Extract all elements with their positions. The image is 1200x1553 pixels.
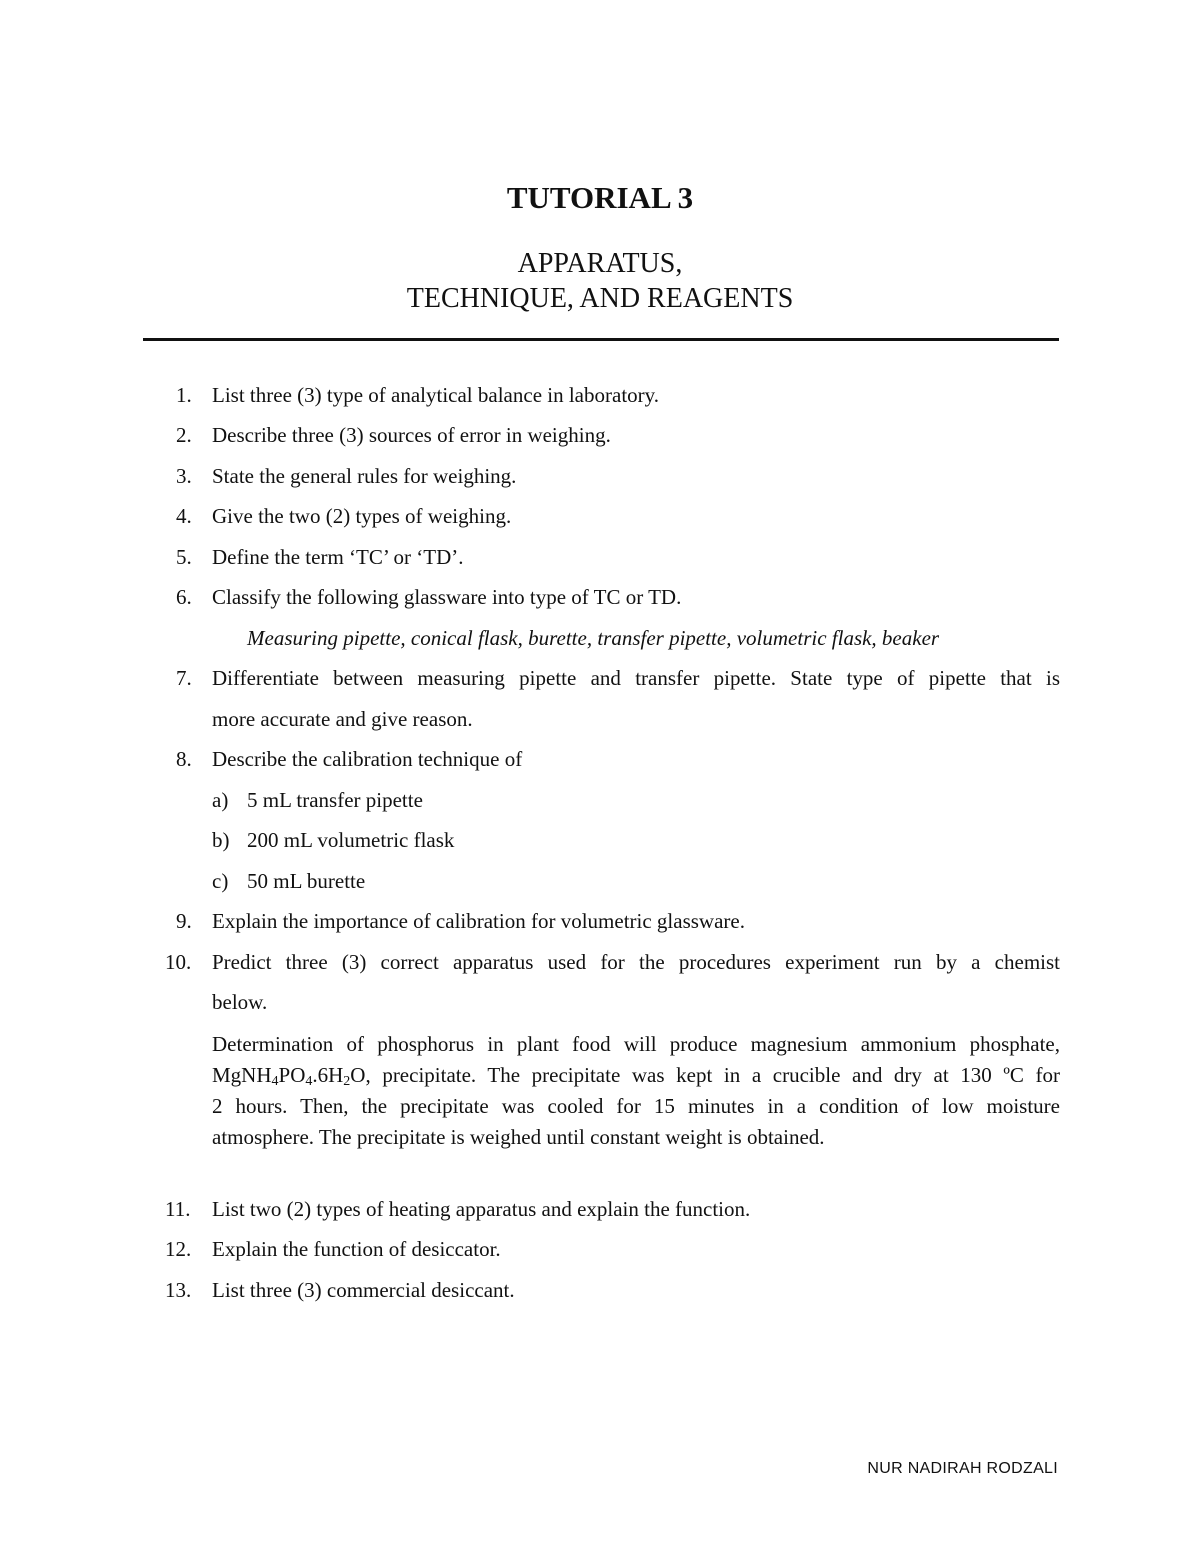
question-number: 7. — [176, 666, 192, 690]
question-number: 1. — [176, 383, 192, 407]
question-number: 12. — [165, 1237, 192, 1261]
question-text: State the general rules for weighing. — [212, 464, 517, 488]
question-text: List three (3) type of analytical balance in laboratory. — [212, 383, 660, 407]
sub-item-text: 5 mL transfer pipette — [247, 788, 423, 812]
question-text: Explain the importance of calibration for volumetric glassware. — [212, 909, 745, 933]
formula-subscript: 4 — [305, 1074, 313, 1089]
formula-subscript: 2 — [343, 1074, 351, 1089]
page-title: TUTORIAL 3 — [506, 180, 694, 215]
procedure-text-rest: O, precipitate. The precipitate was kept in a crucible and dry at 130 ºC for — [350, 1063, 1060, 1087]
question-text-line-1: Predict three (3) correct apparatus used for the procedures experiment run by a chemist — [212, 950, 1060, 974]
question-text: Define the term ‘TC’ or ‘TD’. — [212, 545, 464, 569]
formula-part: MgNH — [212, 1063, 272, 1087]
formula-part: PO — [278, 1063, 306, 1087]
sub-item-label: a) — [212, 788, 229, 812]
question-number: 2. — [176, 423, 192, 447]
sub-item-label: b) — [212, 828, 230, 852]
procedure-text: atmosphere. The precipitate is weighed until constant weight is obtained. — [212, 1125, 825, 1149]
question-number: 4. — [176, 504, 192, 528]
question-text: Give the two (2) types of weighing. — [212, 504, 512, 528]
question-number: 13. — [165, 1278, 192, 1302]
question-text: Classify the following glassware into type of TC or TD. — [212, 585, 682, 609]
question-text: Explain the function of desiccator. — [212, 1237, 501, 1261]
question-number: 10. — [165, 950, 192, 974]
question-text-line-2: more accurate and give reason. — [212, 707, 473, 731]
header-divider — [143, 338, 1059, 341]
sub-item-label: c) — [212, 869, 229, 893]
question-text: List three (3) commercial desiccant. — [212, 1278, 515, 1302]
question-number: 5. — [176, 545, 192, 569]
sub-item-text: 50 mL burette — [247, 869, 366, 893]
glassware-list: Measuring pipette, conical flask, burette, transfer pipette, volumetric flask, beaker — [247, 626, 940, 650]
subtitle-line-2: TECHNIQUE, AND REAGENTS — [406, 283, 794, 314]
question-text-line-2: below. — [212, 990, 268, 1014]
formula-subscript: 4 — [271, 1074, 279, 1089]
question-text: Describe three (3) sources of error in weighing. — [212, 423, 611, 447]
question-number: 8. — [176, 747, 192, 771]
footer-author: NUR NADIRAH RODZALI — [867, 1460, 1058, 1477]
question-text: Describe the calibration technique of — [212, 747, 523, 771]
procedure-text: 2 hours. Then, the precipitate was cooled for 15 minutes in a condition of low moisture — [212, 1094, 1060, 1118]
formula-part: .6H — [312, 1063, 344, 1087]
question-number: 11. — [165, 1197, 191, 1221]
procedure-text — [212, 1060, 1060, 1090]
subtitle-line-1: APPARATUS, — [517, 248, 683, 279]
question-number: 3. — [176, 464, 192, 488]
procedure-text: Determination of phosphorus in plant food will produce magnesium ammonium phosphate, — [212, 1032, 1060, 1056]
question-text: List two (2) types of heating apparatus and explain the function. — [212, 1197, 751, 1221]
question-text-line-1: Differentiate between measuring pipette and transfer pipette. State type of pipette that is — [212, 666, 1060, 690]
sub-item-text: 200 mL volumetric flask — [247, 828, 455, 852]
question-number: 9. — [176, 909, 192, 933]
question-number: 6. — [176, 585, 192, 609]
